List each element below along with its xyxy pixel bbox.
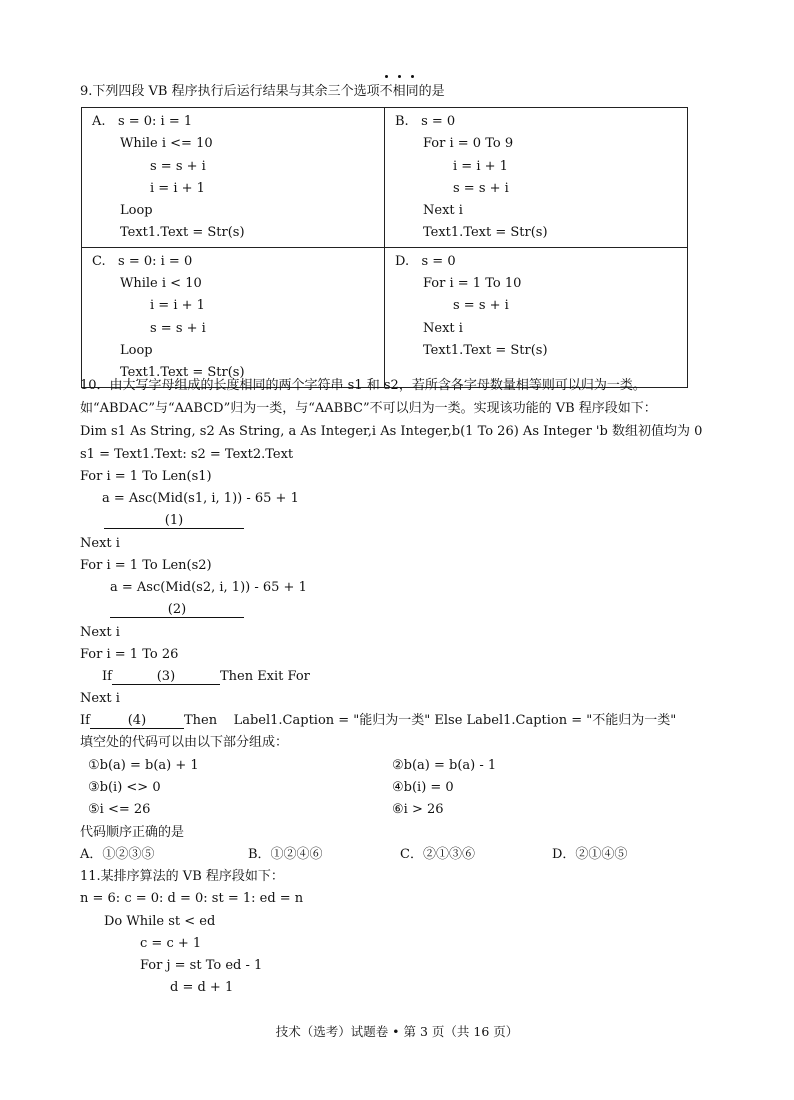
option-label: C. (92, 253, 106, 269)
q10-prompt: 填空处的代码可以由以下部分组成： (80, 735, 289, 750)
blank-1: (1) (104, 513, 244, 529)
blank-3: (3) (112, 669, 220, 685)
q10-code-if2: If (4) Then Label1.Caption = "能归为一类" Else Label1.Caption = "不能归为一类" (80, 713, 677, 728)
code-line: s = s + i (453, 298, 509, 314)
code-line: Loop (120, 203, 153, 219)
code-line: For i = 0 To 9 (423, 136, 514, 152)
q10-code-next1: Next i (80, 536, 120, 551)
q11-title: 11.某排序算法的 VB 程序段如下： (80, 869, 284, 884)
q10-part-1: ①b(a) = b(a) + 1 (88, 758, 199, 773)
code-line: Text1.Text = Str(s) (120, 225, 245, 241)
q11-code-line: c = c + 1 (140, 936, 202, 951)
code-line: s = s + i (150, 158, 206, 174)
q11-code-line: Do While st < ed (104, 914, 216, 929)
code-line: While i <= 10 (120, 136, 213, 152)
emphasis-char: 同 (406, 84, 419, 99)
emphasis-char: 不 (380, 84, 393, 99)
q10-code-a2: a = Asc(Mid(s2, i, 1)) - 65 + 1 (110, 580, 307, 595)
option-a-cell: A. s = 0: i = 1 While i <= 10 s = s + i i = i + 1 Loop Text1.Text = Str(s) (82, 108, 385, 248)
q10-part-3: ③b(i) <> 0 (88, 780, 161, 795)
page-footer: 技术（选考）试题卷 • 第 3 页（共 16 页） (275, 1024, 519, 1039)
q10-choice-a: A．①②③⑤ (80, 847, 155, 862)
q10-code-a1: a = Asc(Mid(s1, i, 1)) - 65 + 1 (102, 491, 299, 506)
option-label: A. (92, 114, 106, 129)
q10-text-line2: 如“ABDAC”与“AABCD”归为一类，与“AABBC”不可以归为一类。实现该功能的 VB 程序段如下： (80, 401, 657, 416)
q10-choice-b: B．①②④⑥ (248, 847, 323, 862)
q11-code-line: d = d + 1 (170, 980, 234, 995)
code-line: While i < 10 (120, 276, 202, 292)
blank-2: (2) (110, 602, 244, 618)
q10-part-2: ②b(a) = b(a) - 1 (392, 758, 497, 773)
option-d-cell: D. s = 0 For i = 1 To 10 s = s + i Next i Text1.Text = Str(s) (385, 247, 688, 387)
q10-code-assign: s1 = Text1.Text: s2 = Text2.Text (80, 447, 294, 462)
code-line: i = i + 1 (453, 158, 508, 174)
q10-code-for3: For i = 1 To 26 (80, 647, 179, 662)
q10-choice-c: C．②①③⑥ (400, 847, 475, 862)
option-label: B. (395, 114, 409, 129)
emphasis-dot (398, 75, 401, 78)
option-label: D. (395, 253, 410, 269)
q10-part-4: ④b(i) = 0 (392, 780, 454, 795)
code-line: Text1.Text = Str(s) (423, 225, 548, 241)
q10-code-for2: For i = 1 To Len(s2) (80, 558, 212, 573)
code-line: For i = 1 To 10 (423, 276, 522, 292)
q10-ask: 代码顺序正确的是 (80, 825, 185, 840)
code-line: s = s + i (150, 320, 206, 336)
code-line: s = s + i (453, 180, 509, 196)
option-c-cell: C. s = 0: i = 0 While i < 10 i = i + 1 s = s + i Loop Text1.Text = Str(s) (82, 247, 385, 387)
code-line: Next i (423, 320, 463, 336)
code-line: i = i + 1 (150, 180, 205, 196)
code-line: Next i (423, 203, 463, 219)
q10-code-if1: If (3) Then Exit For (102, 669, 310, 684)
q10-text-line1: 10．由大写字母组成的长度相同的两个字符串 s1 和 s2，若所含各字母数量相等则可以归为一类。 (80, 378, 646, 393)
emphasis-dot (385, 75, 388, 78)
q11-code-line: For j = st To ed - 1 (140, 958, 263, 973)
emphasis-dot (411, 75, 414, 78)
q10-part-5: ⑤i <= 26 (88, 802, 151, 817)
q11-code-line: n = 6: c = 0: d = 0: st = 1: ed = n (80, 891, 304, 906)
blank-4: (4) (90, 713, 184, 729)
q9-options-table (81, 107, 688, 388)
emphasis-char: 相 (393, 84, 406, 99)
q10-code-next3: Next i (80, 691, 120, 706)
code-line: Text1.Text = Str(s) (120, 365, 245, 381)
code-line: i = i + 1 (150, 298, 205, 314)
q10-code-dim: Dim s1 As String, s2 As String, a As Integer,i As Integer,b(1 To 26) As Integer 'b 数组初值均为 0 (80, 424, 703, 439)
q9-title: 9.下列四段 VB 程序执行后运行结果与其余三个选项不 相 同 的是 (80, 84, 445, 100)
code-line: Loop (120, 342, 153, 358)
q10-code-next2: Next i (80, 625, 120, 640)
q10-code-for1: For i = 1 To Len(s1) (80, 469, 212, 484)
q10-choice-d: D．②①④⑤ (552, 847, 628, 862)
q10-part-6: ⑥i > 26 (392, 802, 444, 817)
option-b-cell: B. s = 0 For i = 0 To 9 i = i + 1 s = s + i Next i Text1.Text = Str(s) (385, 108, 688, 248)
code-line: Text1.Text = Str(s) (423, 342, 548, 358)
